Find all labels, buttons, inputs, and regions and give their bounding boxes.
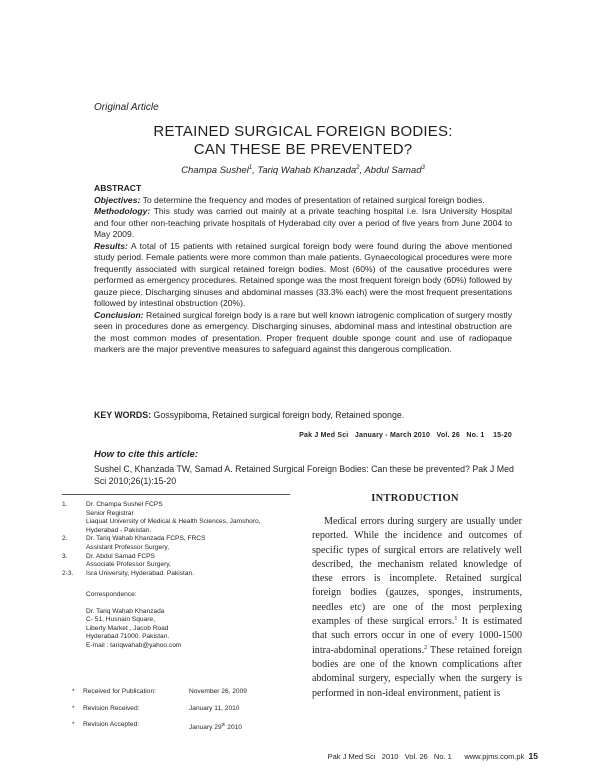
date-value-text: January 11, 2010 bbox=[189, 704, 240, 712]
how-to-cite-heading: How to cite this article: bbox=[94, 449, 198, 460]
affiliation-number bbox=[62, 518, 86, 527]
keywords-label: KEY WORDS: bbox=[94, 410, 152, 420]
date-bullet: * bbox=[72, 721, 75, 729]
affiliations-list bbox=[62, 501, 302, 578]
article-title-line-1: RETAINED SURGICAL FOREIGN BODIES: bbox=[153, 123, 453, 140]
affiliation-text: Assistant Professor Surgery, bbox=[86, 543, 170, 551]
date-value bbox=[189, 688, 247, 697]
correspondence-line: C- 51, Husnain Square, bbox=[86, 616, 155, 624]
conclusion-label: Conclusion: bbox=[94, 309, 144, 320]
introduction-heading: INTRODUCTION bbox=[371, 493, 459, 504]
affiliation-number: 2-3. bbox=[62, 569, 74, 577]
abstract-objectives bbox=[94, 195, 512, 207]
author-list: Champa Sushel$^1$, Tariq Wahab Khanzada$^2$, Abdul Samad$^3$ bbox=[181, 165, 425, 176]
results-label: Results: bbox=[94, 240, 128, 251]
date-row bbox=[72, 688, 247, 697]
reference-mark: 2 bbox=[424, 644, 428, 651]
methodology-text: This study was carried out mainly at a private teaching hospital i.e. Isra University Hospital and four other non-teaching private hospitals of Hyderabad city over a period of five years from June 2004 to May 2009. bbox=[94, 206, 512, 239]
author-affiliation-mark: 3 bbox=[421, 165, 425, 171]
journal-citation-line: Pak J Med Sci January - March 2010 Vol. 26 No. 1 15-20 bbox=[299, 432, 512, 439]
methodology-label: Methodology: bbox=[94, 206, 151, 216]
keywords bbox=[94, 410, 512, 420]
affiliation-line bbox=[62, 527, 302, 536]
manuscript-dates bbox=[72, 688, 247, 741]
how-to-cite-text: Sushel C, Khanzada TW, Samad A. Retained Surgical Foreign Bodies: Can these be prevented? Pak J Med Sci 2010;26(1):15-20 bbox=[94, 464, 514, 486]
date-row bbox=[72, 721, 247, 733]
date-ordinal: th bbox=[221, 722, 226, 728]
affiliation-text: Dr. Abdul Samad FCPS bbox=[86, 552, 155, 560]
footer-journal-info: Pak J Med Sci 2010 Vol. 26 No. 1 www.pjms.com.pk bbox=[327, 752, 529, 761]
abstract-conclusion bbox=[94, 310, 512, 356]
affiliation-number: 3. bbox=[62, 552, 68, 560]
affiliation-text: Hyderabad - Pakistan. bbox=[86, 526, 152, 534]
reference-mark: 1 bbox=[454, 616, 458, 623]
affiliation-line bbox=[62, 510, 302, 519]
affiliation-text: Liaquat University of Medical & Health Sciences, Jamshoro, bbox=[86, 518, 261, 526]
date-value-text: November 26, 2009 bbox=[189, 688, 247, 695]
date-label: Revision Accepted: bbox=[83, 721, 140, 729]
date-value bbox=[189, 705, 239, 714]
date-bullet: * bbox=[72, 704, 75, 712]
affiliation-text: Isra University, Hyderabad. Pakistan. bbox=[86, 569, 194, 577]
affiliation-text: Dr. Champa Sushel FCPS bbox=[86, 501, 163, 508]
correspondence-line: Dr. Tariq Wahab Khanzada bbox=[86, 607, 165, 615]
affiliation-line bbox=[62, 570, 302, 579]
intro-paragraph-part: It is estimated that such errors occur in one of every 1000-1500 intra-abdominal operations. bbox=[312, 616, 522, 656]
abstract-heading: ABSTRACT bbox=[94, 183, 142, 193]
results-text: A total of 15 patients with retained surgical foreign body were found during the above mentioned study period. Female patients were more common than male patients. Gynaecological procedures were more frequently associated with surgical retained foreign bodies. Most (60%) of the causative procedures were performed as emergency procedures. Retained sponge was the most frequent foreign body (60%) followed by gauze piece. Discharging sinuses and abdominal masses (33.3% each) were the most frequent presentations followed by intestinal obstruction (20%). bbox=[94, 240, 512, 308]
abstract-methodology bbox=[94, 206, 512, 241]
article-title-line-2: CAN THESE BE PREVENTED? bbox=[193, 141, 413, 158]
correspondence-line: E-mail : tariqwahab@yahoo.com bbox=[86, 641, 182, 649]
article-type-label: Original Article bbox=[94, 102, 159, 113]
intro-paragraph-part: These retained foreign bodies are one of the known complications after abdominal surgery, especially when the surgery is performed in non-ideal environment, patient is bbox=[312, 644, 523, 699]
affiliation-number bbox=[62, 510, 86, 519]
author-affiliation-mark: 2 bbox=[356, 165, 360, 171]
intro-paragraph-part: Medical errors during surgery are usually under reported. While the incidence and outcomes of specific types of surgical errors are relatively well described, the mechanism related knowledge of these errors is incomplete. Retained surgical foreign bodies (gauzes, sponges, instruments, needles etc) are one of the most perplexing examples of these surgical errors. bbox=[312, 516, 522, 628]
affiliation-number: 1. bbox=[62, 501, 68, 508]
affiliation-text: Senior Registrar bbox=[86, 509, 134, 517]
date-bullet: * bbox=[72, 688, 75, 695]
affiliation-line bbox=[62, 518, 302, 527]
affiliation-line bbox=[62, 553, 302, 562]
affiliation-number bbox=[62, 544, 86, 553]
affiliation-number bbox=[62, 527, 86, 536]
date-value bbox=[189, 721, 242, 733]
page-footer bbox=[328, 751, 538, 761]
footnote-divider bbox=[62, 494, 290, 495]
correspondence-line: Hyderabad 71000. Pakistan. bbox=[86, 633, 170, 641]
author-name: Abdul Samad bbox=[364, 165, 422, 176]
date-label: Revision Received: bbox=[83, 704, 140, 712]
abstract-section bbox=[94, 183, 512, 356]
conclusion-text: Retained surgical foreign body is a rare but well known iatrogenic complication of surgery mostly seen in procedures done as emergency. Discharging sinuses, abdominal mass and intestinal obstruction are the most common modes of presentation. Proper frequent double sponge count and use of radiopaque markers are the major preventive measures to safeguard against this dangerous complication. bbox=[94, 309, 512, 354]
affiliation-line bbox=[62, 544, 302, 553]
author-affiliation-mark: 1 bbox=[248, 165, 253, 171]
affiliation-line bbox=[62, 535, 302, 544]
correspondence-label: Correspondence: bbox=[86, 591, 137, 598]
affiliation-line bbox=[62, 501, 302, 510]
objectives-label: Objectives: bbox=[94, 194, 141, 205]
affiliation-number bbox=[62, 561, 86, 570]
date-year: 2010 bbox=[225, 724, 242, 732]
affiliation-text: Associate Professor Surgery, bbox=[86, 561, 171, 569]
correspondence-line: Liberty Market , Jacob Road bbox=[86, 624, 169, 632]
affiliation-text: Dr. Tariq Wahab Khanzada FCPS, FRCS bbox=[86, 535, 206, 543]
correspondence-block bbox=[86, 591, 181, 651]
abstract-results bbox=[94, 241, 512, 310]
affiliation-number: 2. bbox=[62, 535, 68, 543]
author-name: Champa Sushel bbox=[181, 165, 249, 176]
date-label: Received for Publication: bbox=[83, 688, 156, 695]
date-value-text: January 29 bbox=[189, 724, 222, 732]
page-number: 15 bbox=[528, 751, 538, 761]
introduction-text bbox=[312, 515, 522, 701]
keywords-text: Gossypiboma, Retained surgical foreign body, Retained sponge. bbox=[151, 410, 405, 420]
date-row bbox=[72, 705, 247, 714]
affiliation-line bbox=[62, 561, 302, 570]
author-name: Tariq Wahab Khanzada bbox=[257, 165, 357, 176]
objectives-text: To determine the frequency and modes of presentation of retained surgical foreign bodies. bbox=[140, 194, 485, 205]
